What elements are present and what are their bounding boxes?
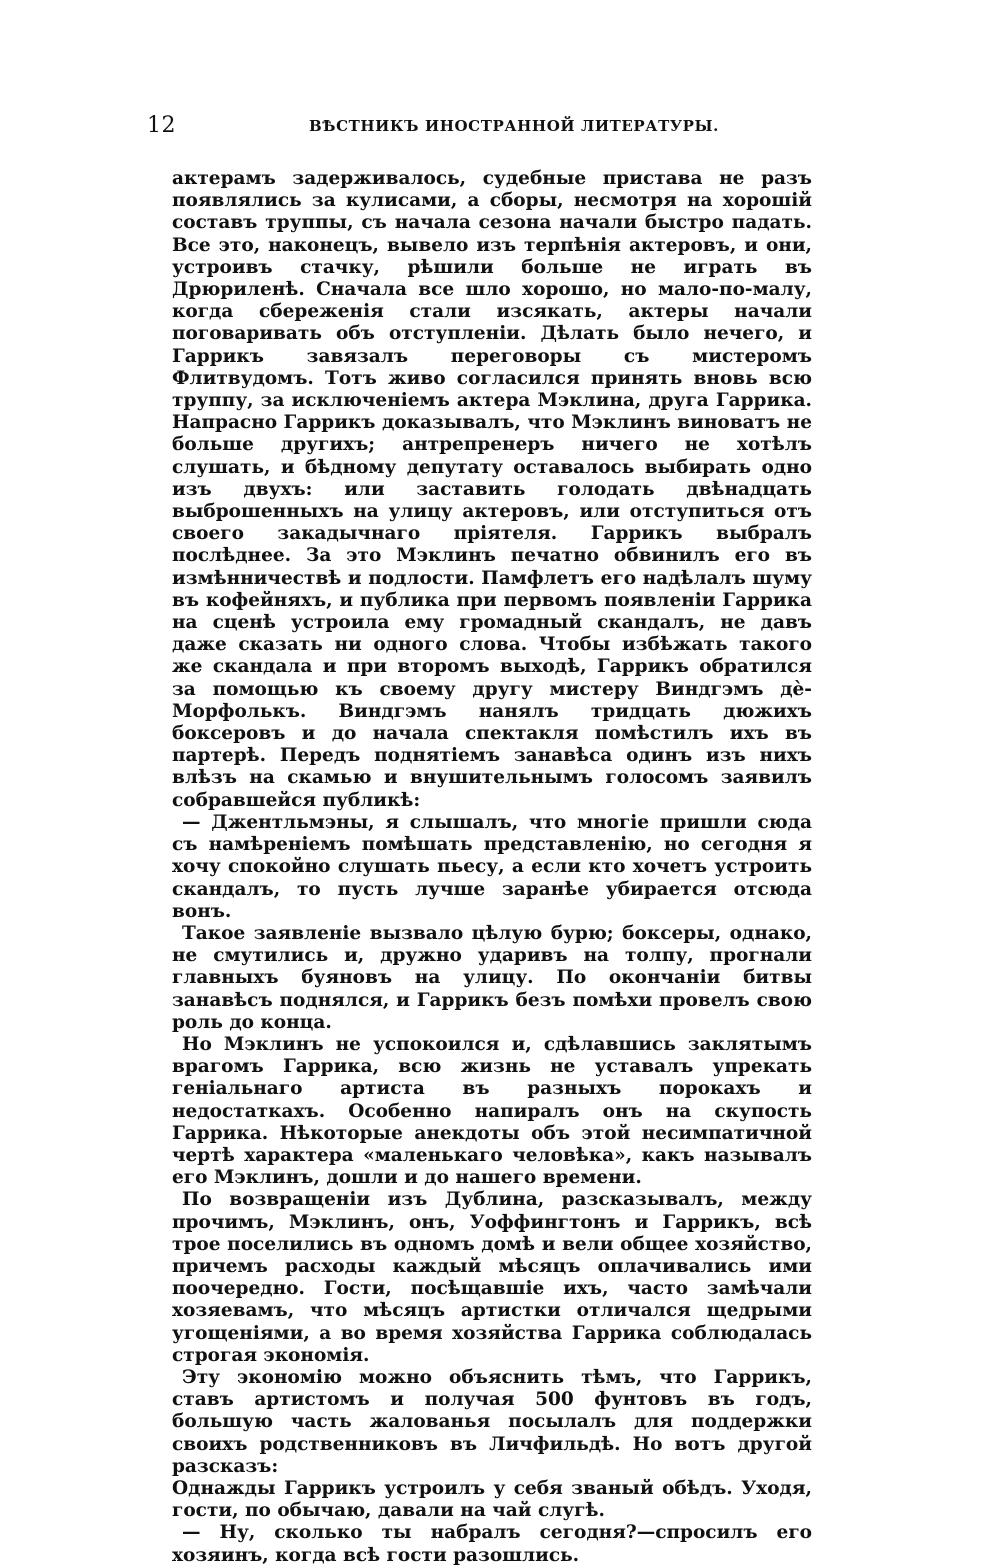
paragraph-continuation: актерамъ задерживалось, судебные пристава не разъ появлялись за кулисами, а сборы, несмотря на хорошій составъ труппы, съ начала сезона начали быстро падать. Все это, наконецъ, вывело изъ терпѣнія актеровъ, и они, устроивъ стачку, рѣшили больше не играть въ Дрюриленѣ. Сначала все шло хорошо, но мало-по-малу, когда сбереженія стали изсякать, актеры начали поговаривать объ отступленіи. Дѣлать было нечего, и Гаррикъ завязалъ переговоры съ мистеромъ Флитвудомъ. Тотъ живо согласился принять вновь всю труппу, за исключеніемъ актера Мэклина, друга Гаррика. Напрасно Гаррикъ доказывалъ, что Мэклинъ виноватъ не больше другихъ; антрепренеръ ничего не хотѣлъ слушать, и бѣдному депутату оставалось выбирать одно изъ двухъ: или заставить голодать двѣнадцать выброшенныхъ на улицу актеровъ, или отступиться отъ своего закадычнаго пріятеля. Гаррикъ выбралъ послѣднее. За это Мэклинъ печатно обвинилъ его въ измѣнничествѣ и подлости. Памфлетъ его надѣлалъ шуму въ кофейняхъ, и публика при первомъ появленіи Гаррика на сценѣ устроила ему громадный скандалъ, не давъ даже сказать ни одного слова. Чтобы избѣжать такого же скандала и при второмъ выходѣ, Гаррикъ обратился за помощью къ своему другу мистеру Виндгэмъ дѐ-Морфолькъ. Виндгэмъ нанялъ тридцать дюжихъ боксеровъ и до начала спектакля помѣстилъ ихъ въ партерѣ. Передъ поднятіемъ занавѣса одинъ изъ нихъ влѣзъ на скамью и внушительнымъ голосомъ заявилъ собравшейся публикѣ: <box>172 168 812 811</box>
body-text <box>172 168 812 1567</box>
paragraph-economy: Эту экономію можно объяснить тѣмъ, что Гаррикъ, ставъ артистомъ и получая 500 фунтовъ въ годъ, большую часть жалованья посылалъ для поддержки своихъ родственниковъ въ Личфильдѣ. Но вотъ другой разсказъ: <box>172 1366 812 1477</box>
paragraph-dialogue: — Ну, сколько ты набралъ сегодня?—спросилъ его хозяинъ, когда всѣ гости разошлись. <box>172 1522 812 1566</box>
paragraph-fight: Такое заявленіе вызвало цѣлую бурю; боксеры, однако, не смутились и, дружно ударивъ на толпу, прогнали главныхъ буяновъ на улицу. По окончаніи битвы занавѣсъ поднялся, и Гаррикъ безъ помѣхи провелъ свою роль до конца. <box>172 922 812 1033</box>
paragraph-dinner: Однажды Гаррикъ устроилъ у себя званый обѣдъ. Уходя, гости, по обычаю, давали на чай слугѣ. <box>172 1477 812 1522</box>
page-number: 12 <box>147 113 176 138</box>
running-title: ВѢСТНИКЪ ИНОСТРАННОЙ ЛИТЕРАТУРЫ. <box>309 117 719 135</box>
paragraph-speech: — Джентльмэны, я слышалъ, что многіе пришли сюда съ намѣреніемъ помѣшать представленію, но сегодня я хочу спокойно слушать пьесу, а если кто хочетъ устроить скандалъ, то пусть лучше заранѣе убирается отсюда вонъ. <box>172 811 812 922</box>
paragraph-macklin-enmity: Но Мэклинъ не успокоился и, сдѣлавшись заклятымъ врагомъ Гаррика, всю жизнь не уставалъ упрекать геніальнаго артиста въ разныхъ порокахъ и недостаткахъ. Особенно напиралъ онъ на скупость Гаррика. Нѣкоторые анекдоты объ этой несимпатичной чертѣ характера «маленькаго человѣка», какъ называлъ его Мэклинъ, дошли и до нашего времени. <box>172 1033 812 1189</box>
page-header <box>147 113 815 143</box>
paragraph-dublin: По возвращеніи изъ Дублина, разсказывалъ, между прочимъ, Мэклинъ, онъ, Уоффингтонъ и Гаррикъ, всѣ трое поселились въ одномъ домѣ и вели общее хозяйство, причемъ расходы каждый мѣсяцъ оплачивались ими поочередно. Гости, посѣщавшіе ихъ, часто замѣчали хозяевамъ, что мѣсяцъ артистки отличался щедрыми угощеніями, а во время хозяйства Гаррика соблюдалась строгая экономія. <box>172 1189 812 1366</box>
